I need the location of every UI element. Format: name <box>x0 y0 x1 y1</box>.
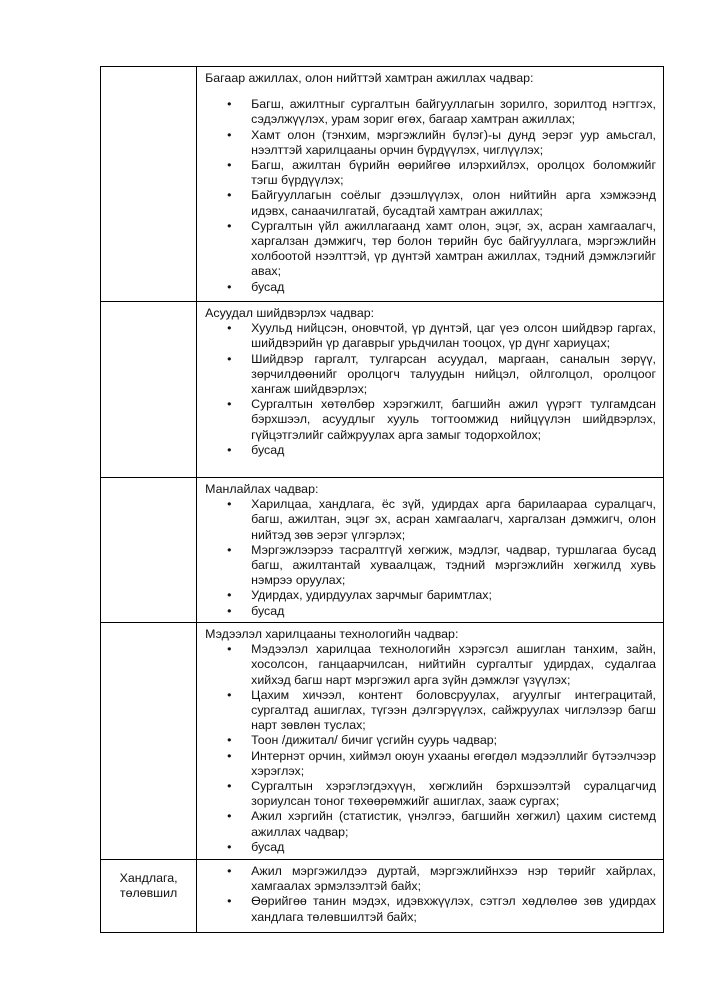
list-item: • бусад <box>251 280 656 295</box>
list-item: • Шийдвэр гаргалт, тулгарсан асуудал, маргаан, саналын зөрүү, зөрчилдөөнийг оролцогч талуудын нийцэл, ойлголцол, оролцоог хангаж шийдвэрлэх; <box>251 352 656 398</box>
section-cell <box>197 623 664 860</box>
left-label-cell <box>101 67 197 302</box>
list-item: • Өөрийгөө танин мэдэх, идэвхжүүлэх, сэтгэл хөдлөлөө зөв удирдах хандлага төлөвшилтэй байх; <box>251 894 656 924</box>
list-item: • Байгууллагын соёлыг дээшлүүлэх, олон нийтийн арга хэмжээнд идэвх, санаачилгатай, бусадтай хамтран ажиллах; <box>251 188 656 218</box>
list-item: • Сургалтын үйл ажиллагаанд хамт олон, эцэг, эх, асран хамгаалагч, харгалзан дэмжигч, төр болон төрийн бус байгууллага, мэргэжлийн холбоотой нээлттэй, үр дүнтэй хамтран ажиллах, тэдний дэмжлэгийг авах; <box>251 219 656 280</box>
list-item: • бусад <box>251 443 656 458</box>
list-item: • Багш, ажилтан бүрийн өөрийгөө илэрхийлэх, оролцох боломжийг тэгш бүрдүүлэх; <box>251 158 656 188</box>
bullet-list <box>205 864 656 925</box>
table-row <box>101 860 664 933</box>
bullet-list <box>205 642 656 855</box>
table-row <box>101 478 664 623</box>
list-item: • Сургалтын хөтөлбөр хэрэгжилт, багшийн ажил үүрэгт тулгамдсан бэрхшээл, асуудлыг хууль тогтоомжид нийцүүлэн шийдвэрлэх, гүйцэтгэлийг сайжруулах арга замыг тодорхойлох; <box>251 397 656 443</box>
list-item: • Мэргэжлээрээ тасралтгүй хөгжиж, мэдлэг, чадвар, туршлагаа бусад багш, ажилтантай хуваалцаж, тэдний мэргэжлийн хөгжилд хувь нэмрээ оруулах; <box>251 543 656 589</box>
table-row <box>101 302 664 478</box>
list-item: • Ажил хэргийн (статистик, үнэлгээ, багшийн хөгжил) цахим системд ажиллах чадвар; <box>251 809 656 839</box>
list-item: • бусад <box>251 604 656 619</box>
attitude-cell <box>197 860 664 933</box>
section-cell <box>197 478 664 623</box>
section-heading: Манлайлах чадвар: <box>205 482 319 496</box>
table-row <box>101 623 664 860</box>
table-row <box>101 67 664 302</box>
section-cell <box>197 67 664 302</box>
list-item: • Интернэт орчин, хиймэл оюун ухааны өгөгдөл мэдээллийг бүтээлчээр хэрэглэх; <box>251 749 656 779</box>
list-item: • Сургалтын хэрэглэгдэхүүн, хөгжлийн бэрхшээлтэй суралцагчид зориулсан тоног төхөөрөмжийг ашиглах, зааж сургах; <box>251 779 656 809</box>
list-item: • Багш, ажилтныг сургалтын байгууллагын зорилго, зорилтод нэгтгэх, сэдэлжүүлэх, урам зориг өгөх, багаар хамтран ажиллах; <box>251 97 656 127</box>
list-item: • Мэдээлэл харилцаа технологийн хэрэгсэл ашиглан танхим, зайн, хосолсон, ганцаарчилсан, нийтийн сургалтыг удирдах, судалгаа хийхэд багш нарт мэргэжил арга зүйн дэмжлэг үзүүлэх; <box>251 642 656 688</box>
section-heading: Мэдээлэл харилцааны технологийн чадвар: <box>205 627 459 641</box>
list-item: • Хамт олон (тэнхим, мэргэжлийн бүлэг)-ы дунд эерэг уур амьсгал, нээлттэй харилцааны орчин бүрдүүлэх, чиглүүлэх; <box>251 128 656 158</box>
bullet-list <box>205 497 656 619</box>
list-item: • Удирдах, удирдуулах зарчмыг баримтлах; <box>251 588 656 603</box>
section-heading: Багаар ажиллах, олон нийттэй хамтран ажиллах чадвар: <box>205 71 534 85</box>
left-label-cell <box>101 623 197 860</box>
left-label-cell <box>101 478 197 623</box>
list-item: • Харилцаа, хандлага, ёс зүй, удирдах арга барилаараа суралцагч, багш, ажилтан, эцэг эх, асран хамгаалагч, харгалзан дэмжигч, олон нийтэд зөв эерэг үлгэрлэх; <box>251 497 656 543</box>
section-heading: Асуудал шийдвэрлэх чадвар: <box>205 306 375 320</box>
attitude-label-cell <box>101 860 197 933</box>
bullet-list <box>205 321 656 458</box>
list-item: • Ажил мэргэжилдээ дуртай, мэргэжлийнхээ нэр төрийг хайрлах, хамгаалах эрмэлзэлтэй байх; <box>251 864 656 894</box>
attitude-label-line2: төлөвшил <box>119 886 178 901</box>
left-label-cell <box>101 302 197 478</box>
section-cell <box>197 302 664 478</box>
bullet-list <box>205 97 656 295</box>
list-item: • Цахим хичээл, контент боловсруулах, агуулгыг интеграцитай, сургалтад ашиглах, түгээн дэлгэрүүлэх, сайжруулах чиглэлээр багш нарт зөвлөн туслах; <box>251 688 656 734</box>
competency-table <box>100 66 664 933</box>
list-item: • бусад <box>251 840 656 855</box>
list-item: • Хуульд нийцсэн, оновчтой, үр дүнтэй, цаг үеэ олсон шийдвэр гаргах, шийдвэрийн үр дагаврыг урьдчилан тооцох, үр дүнг хариуцах; <box>251 321 656 351</box>
list-item: • Тоон /дижитал/ бичиг үсгийн суурь чадвар; <box>251 733 656 748</box>
attitude-label-line1: Хандлага, <box>119 871 178 885</box>
